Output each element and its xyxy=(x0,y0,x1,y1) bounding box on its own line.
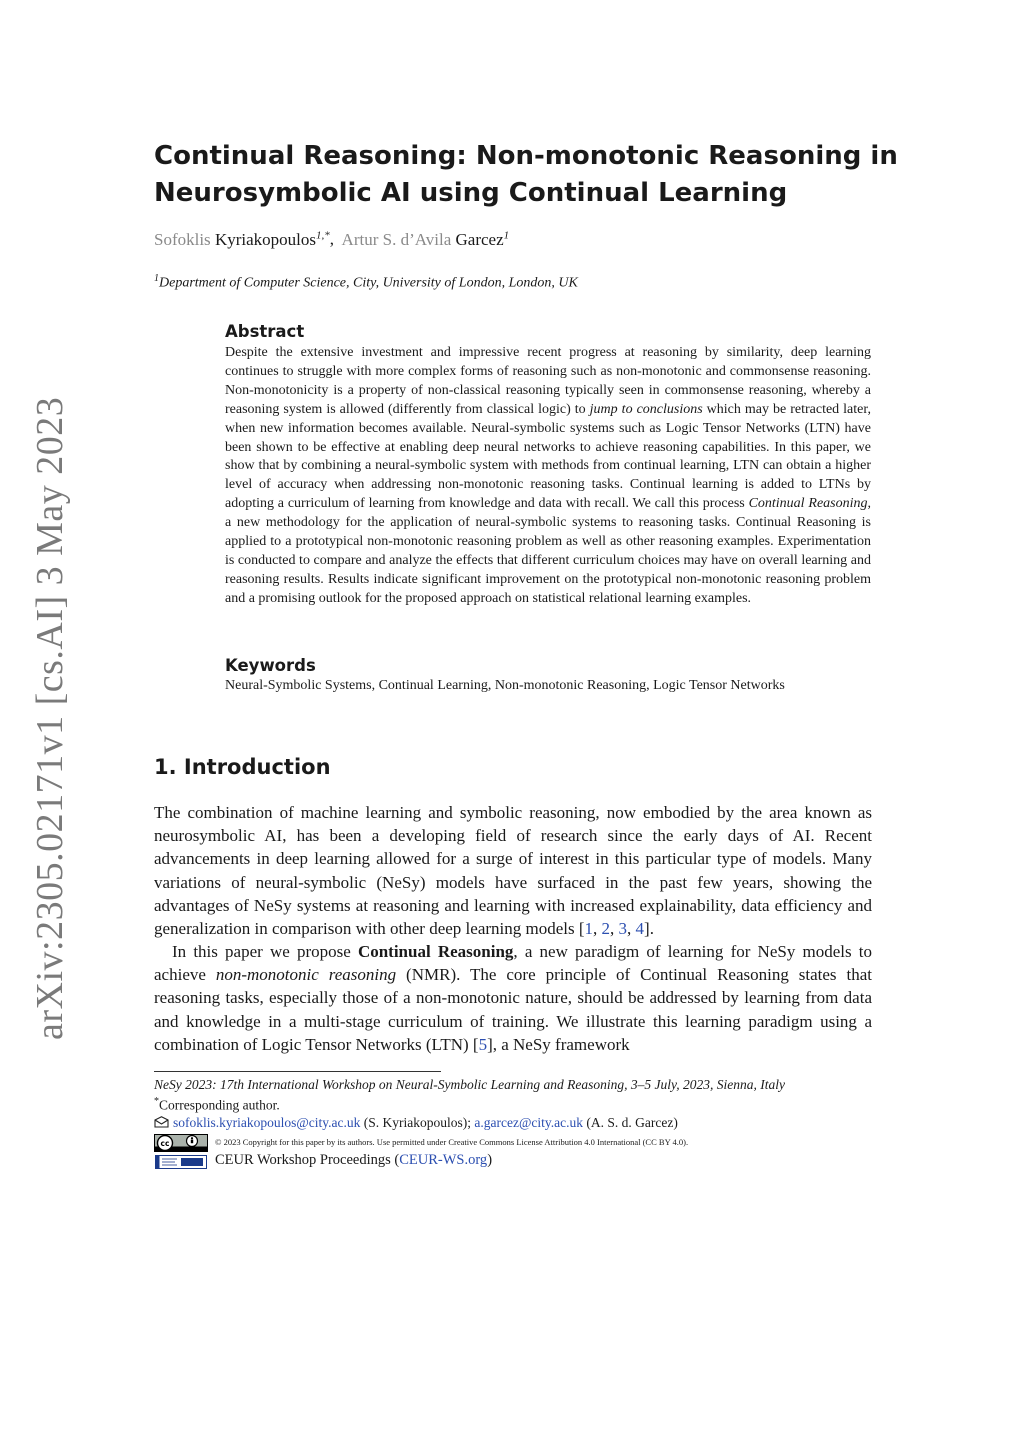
affiliation xyxy=(154,273,578,292)
intro-p2-a: In this paper we propose xyxy=(172,942,358,961)
author-2-last: Garcez xyxy=(455,229,504,249)
keywords-list: Neural-Symbolic Systems, Continual Learning, Non-monotonic Reasoning, Logic Tensor Networks xyxy=(225,678,785,693)
email-1-owner: (S. Kyriakopoulos); xyxy=(360,1115,475,1130)
ceur-proceedings xyxy=(215,1152,492,1169)
copyright-notice: © 2023 Copyright for this paper by its authors. Use permitted under Creative Commons License Attribution 4.0 International (CC BY 4.0). xyxy=(215,1137,689,1147)
intro-p1-text: The combination of machine learning and symbolic reasoning, now embodied by the area known as neurosymbolic AI, has been a developing field of research since the early days of AI. Recent advancements in deep learning allowed for a surge of interest in this particular type of models. Many variations of neural-symbolic (NeSy) models have surfaced in the past few years, showing the advantages of NeSy systems at reasoning and learning with increased explainability, data efficiency and generalization in comparison with other deep learning models [ xyxy=(154,803,872,939)
intro-p2-b: , a new paradigm of learning for NeSy models to achieve xyxy=(154,942,872,985)
author-1[interactable] xyxy=(154,230,330,249)
paper-title: Continual Reasoning: Non-monotonic Reasoning in Neurosymbolic AI using Continual Learning xyxy=(154,141,898,208)
author-2[interactable] xyxy=(342,230,510,249)
citation-link[interactable]: 2 xyxy=(601,919,611,939)
abstract-heading: Abstract xyxy=(225,322,305,341)
email-2-owner: (A. S. d. Garcez) xyxy=(583,1115,678,1130)
introduction-heading: 1. Introduction xyxy=(154,755,331,779)
citation-link[interactable]: 3 xyxy=(618,919,628,939)
author-line: Sofoklis Kyriakopoulos$^{1,*}$, Artur S. d’Avila Garcez$^1$ xyxy=(154,229,510,249)
ceur-close: ) xyxy=(487,1152,493,1168)
affiliation-mark: 1 xyxy=(154,273,159,284)
abstract-part-2: which may be retracted later, when new information becomes available. Neural-symbolic systems such as Logic Tensor Networks (LTN) have been shown to be effective at enabling deep neural networks to achieve reasoning capabilities. In this paper, we show that by combining a neural-symbolic system with methods from continual learning, LTN can obtain a higher level of accuracy when addressing non-monotonic reasoning tasks. Continual learning is added to LTNs by adopting a curriculum of learning from knowledge and data with recall. We call this process xyxy=(225,401,871,512)
ceur-label: CEUR Workshop Proceedings ( xyxy=(215,1152,400,1168)
abstract-body xyxy=(225,344,871,609)
citation-link[interactable]: 1 xyxy=(584,919,594,939)
author-1-last: Kyriakopoulos xyxy=(214,229,316,249)
abstract-part-3: , a new methodology for the application of neural-symbolic systems to reasoning tasks. Continual Reasoning is applied to a prototypical non-monotonic reasoning problem as well as other reasoning examples. Experimentation is conducted to compare and analyze the effects that different curriculum choices may have on overall learning and reasoning results. Results indicate significant improvement on the prototypical non-monotonic reasoning problem and a promising outlook for the proposed approach on statistical relational learning examples. xyxy=(225,496,871,606)
abstract-italic-1: jump to conclusions xyxy=(589,401,703,417)
author-1-first: Sofoklis xyxy=(154,229,211,249)
author-2-first: Artur S. d’Avila xyxy=(341,229,452,249)
abstract-italic-2: Continual Reasoning xyxy=(748,496,868,512)
footnote-divider xyxy=(154,1071,441,1072)
intro-p2-c: (NMR). The core principle of Continual Reasoning states that reasoning tasks, especially those of a non-monotonic nature, should be addressed by learning from data and knowledge in a multi-stage curriculum of training. We illustrate this learning paradigm using a combination of Logic Tensor Networks (LTN) [ xyxy=(154,965,872,1054)
abstract-part-1: Despite the extensive investment and impressive recent progress at reasoning by similarity, deep learning continues to struggle with more complex forms of reasoning such as non-monotonic and commonsense reasoning. Non-monotonicity is a property of non-classical reasoning typically seen in commonsense reasoning, whereby a reasoning system is allowed (differently from classical logic) to xyxy=(225,345,871,417)
footnote-conference: NeSy 2023: 17th International Workshop on Neural-Symbolic Learning and Reasoning, 3–5 July, 2023, Sienna, Italy xyxy=(154,1077,785,1092)
affiliation-text: Department of Computer Science, City, University of London, London, UK xyxy=(159,275,578,291)
corresponding-mark: * xyxy=(154,1096,159,1107)
ceur-ws-link[interactable]: CEUR-WS.org xyxy=(399,1152,488,1168)
email-link-2[interactable]: a.garcez@city.ac.uk xyxy=(474,1115,584,1130)
ceur-logo xyxy=(155,1155,207,1169)
intro-p1-end: ]. xyxy=(644,919,654,939)
citation-link[interactable]: 4 xyxy=(635,919,645,939)
intro-p2-d: ], a NeSy framework xyxy=(487,1034,630,1054)
intro-p2-italic: non-monotonic reasoning xyxy=(215,965,397,985)
author-2-marks: 1 xyxy=(503,229,510,241)
footnote-emails xyxy=(154,1115,678,1131)
intro-paragraph-2 xyxy=(154,940,872,1056)
email-link-1[interactable]: sofoklis.kyriakopoulos@city.ac.uk xyxy=(173,1115,361,1130)
arxiv-side-stamp: arXiv:2305.02171v1 [cs.AI] 3 May 2023 xyxy=(29,396,71,1040)
intro-p2-bold: Continual Reasoning xyxy=(357,942,514,961)
author-1-marks: 1,* xyxy=(315,229,330,241)
citation-link[interactable]: 5 xyxy=(478,1034,488,1054)
keywords-heading: Keywords xyxy=(225,656,316,675)
cc-by-badge xyxy=(154,1134,208,1152)
footnote-corresponding xyxy=(154,1096,280,1114)
intro-paragraph-1: The combination of machine learning and symbolic reasoning, now embodied by the area known as neurosymbolic AI, has been a developing field of research since the early days of AI. Recent advancements in deep learning allowed for a surge of interest in this particular type of models. Many variations of neural-symbolic (NeSy) models have surfaced in the past few years, showing the advantages of NeSy systems at reasoning and learning with increased explainability, data efficiency and generalization in comparison with other deep learning models [1, 2, 3, 4]. xyxy=(154,803,872,939)
mail-icon xyxy=(154,1116,169,1128)
corresponding-text: Corresponding author. xyxy=(159,1097,280,1113)
svg-text:cc: cc xyxy=(160,1138,170,1148)
